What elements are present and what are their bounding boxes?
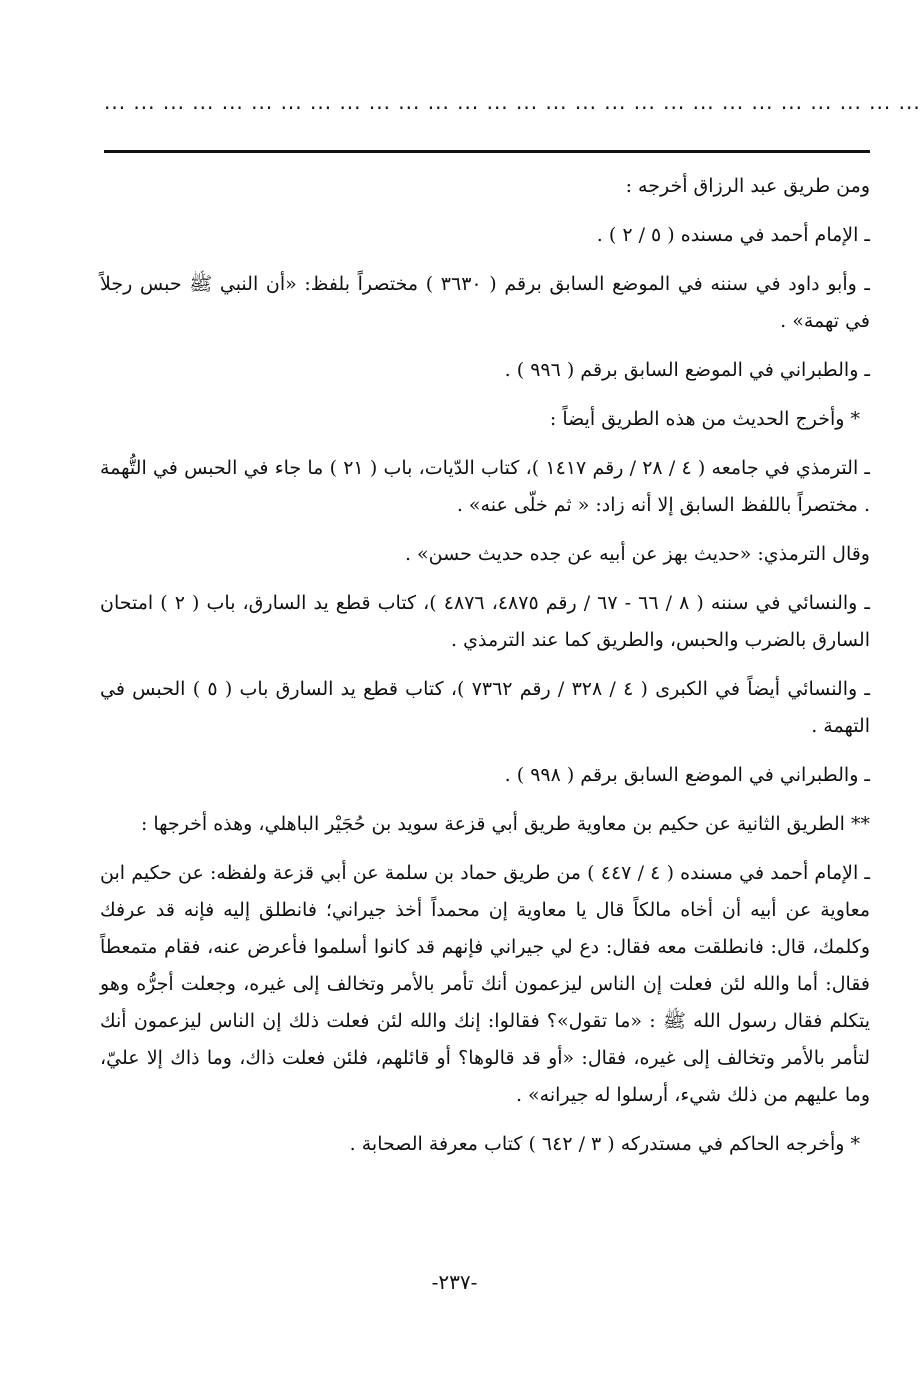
- page-number: -٢٣٧-: [431, 1270, 478, 1294]
- paragraph-10: ـ والطبراني في الموضع السابق برقم ( ٩٩٨ ) .: [504, 764, 870, 786]
- paragraph-1: ومن طريق عبد الرزاق أخرجه :: [625, 175, 870, 197]
- footnote-rule: [104, 150, 870, 153]
- paragraph-7: وقال الترمذي: «حديث بهز عن أبيه عن جده حديث حسن» .: [404, 543, 870, 565]
- paragraph-12: ـ الإمام أحمد في مسنده ( ٤ / ٤٤٧ ) من طريق حماد بن سلمة عن أبي قزعة ولفظه: عن حكيم ابن معاوية عن أبيه أن أخاه مالكاً قال يا معاوية إن محمداً أخذ جيراني؛ فانطلق إليه فإنه قد عرفك وكلمك، قال: فانطلقت معه فقال: دع لي جيراني فإنهم قد كانوا أسلموا فأعرض عنه، فقام متمعطاً فقال: أما والله لئن فعلت إن الناس ليزعمون أنك تأمر بالأمر وتخالف إلى غيره، وجعلت أجرُّه وهو يتكلم فقال رسول الله ﷺ : «ما تقول»؟ فقالوا: إنك والله لئن فعلت ذلك إن الناس ليزعمون أنك لتأمر بالأمر وتخالف إلى غيره، فقال: «أو قد قالوها؟ أو قائلهم، فلئن فعلت ذاك، وما ذاك إلا عليّ، وما عليهم من ذلك شيء، أرسلوا له جيرانه» .: [100, 862, 870, 1106]
- paragraph-3: ـ وأبو داود في سننه في الموضع السابق برقم ( ٣٦٣٠ ) مختصراً بلفظ: «أن النبي ﷺ حبس رجلاً في تهمة» .: [100, 273, 870, 332]
- paragraph-11: ** الطريق الثانية عن حكيم بن معاوية طريق أبي قزعة سويد بن حُجَيْر الباهلي، وهذه أخرجها :: [140, 813, 870, 835]
- paragraph-13: * وأخرجه الحاكم في مستدركه ( ٣ / ٦٤٢ ) كتاب معرفة الصحابة .: [349, 1133, 860, 1155]
- text-body: [100, 168, 870, 1175]
- paragraph-6: ـ الترمذي في جامعه ( ٤ / ٢٨ / رقم ١٤١٧ )، كتاب الدّيات، باب ( ٢١ ) ما جاء في الحبس في التُّهمة . مختصراً باللفظ السابق إلا أنه زاد: « ثم خلّى عنه» .: [100, 457, 871, 516]
- paragraph-9: ـ والنسائي أيضاً في الكبرى ( ٤ / ٣٢٨ / رقم ٧٣٦٢ )، كتاب قطع يد السارق باب ( ٥ ) الحبس في التهمة .: [100, 678, 870, 737]
- header-dots-separator: ... ... ... ... ... ... ... ... ... ... ... ... ... ... ... ... ... ... ... ... ... ... ... ... ... ... ... ...: [104, 90, 921, 114]
- paragraph-2: ـ الإمام أحمد في مسنده ( ٥ / ٢ ) .: [596, 224, 870, 246]
- paragraph-5: * وأخرج الحديث من هذه الطريق أيضاً :: [549, 408, 860, 430]
- paragraph-4: ـ والطبراني في الموضع السابق برقم ( ٩٩٦ ) .: [504, 359, 870, 381]
- paragraph-8: ـ والنسائي في سننه ( ٨ / ٦٦ - ٦٧ / رقم ٤٨٧٥، ٤٨٧٦ )، كتاب قطع يد السارق، باب ( ٢ ) امتحان السارق بالضرب والحبس، والطريق كما عند الترمذي .: [100, 592, 870, 651]
